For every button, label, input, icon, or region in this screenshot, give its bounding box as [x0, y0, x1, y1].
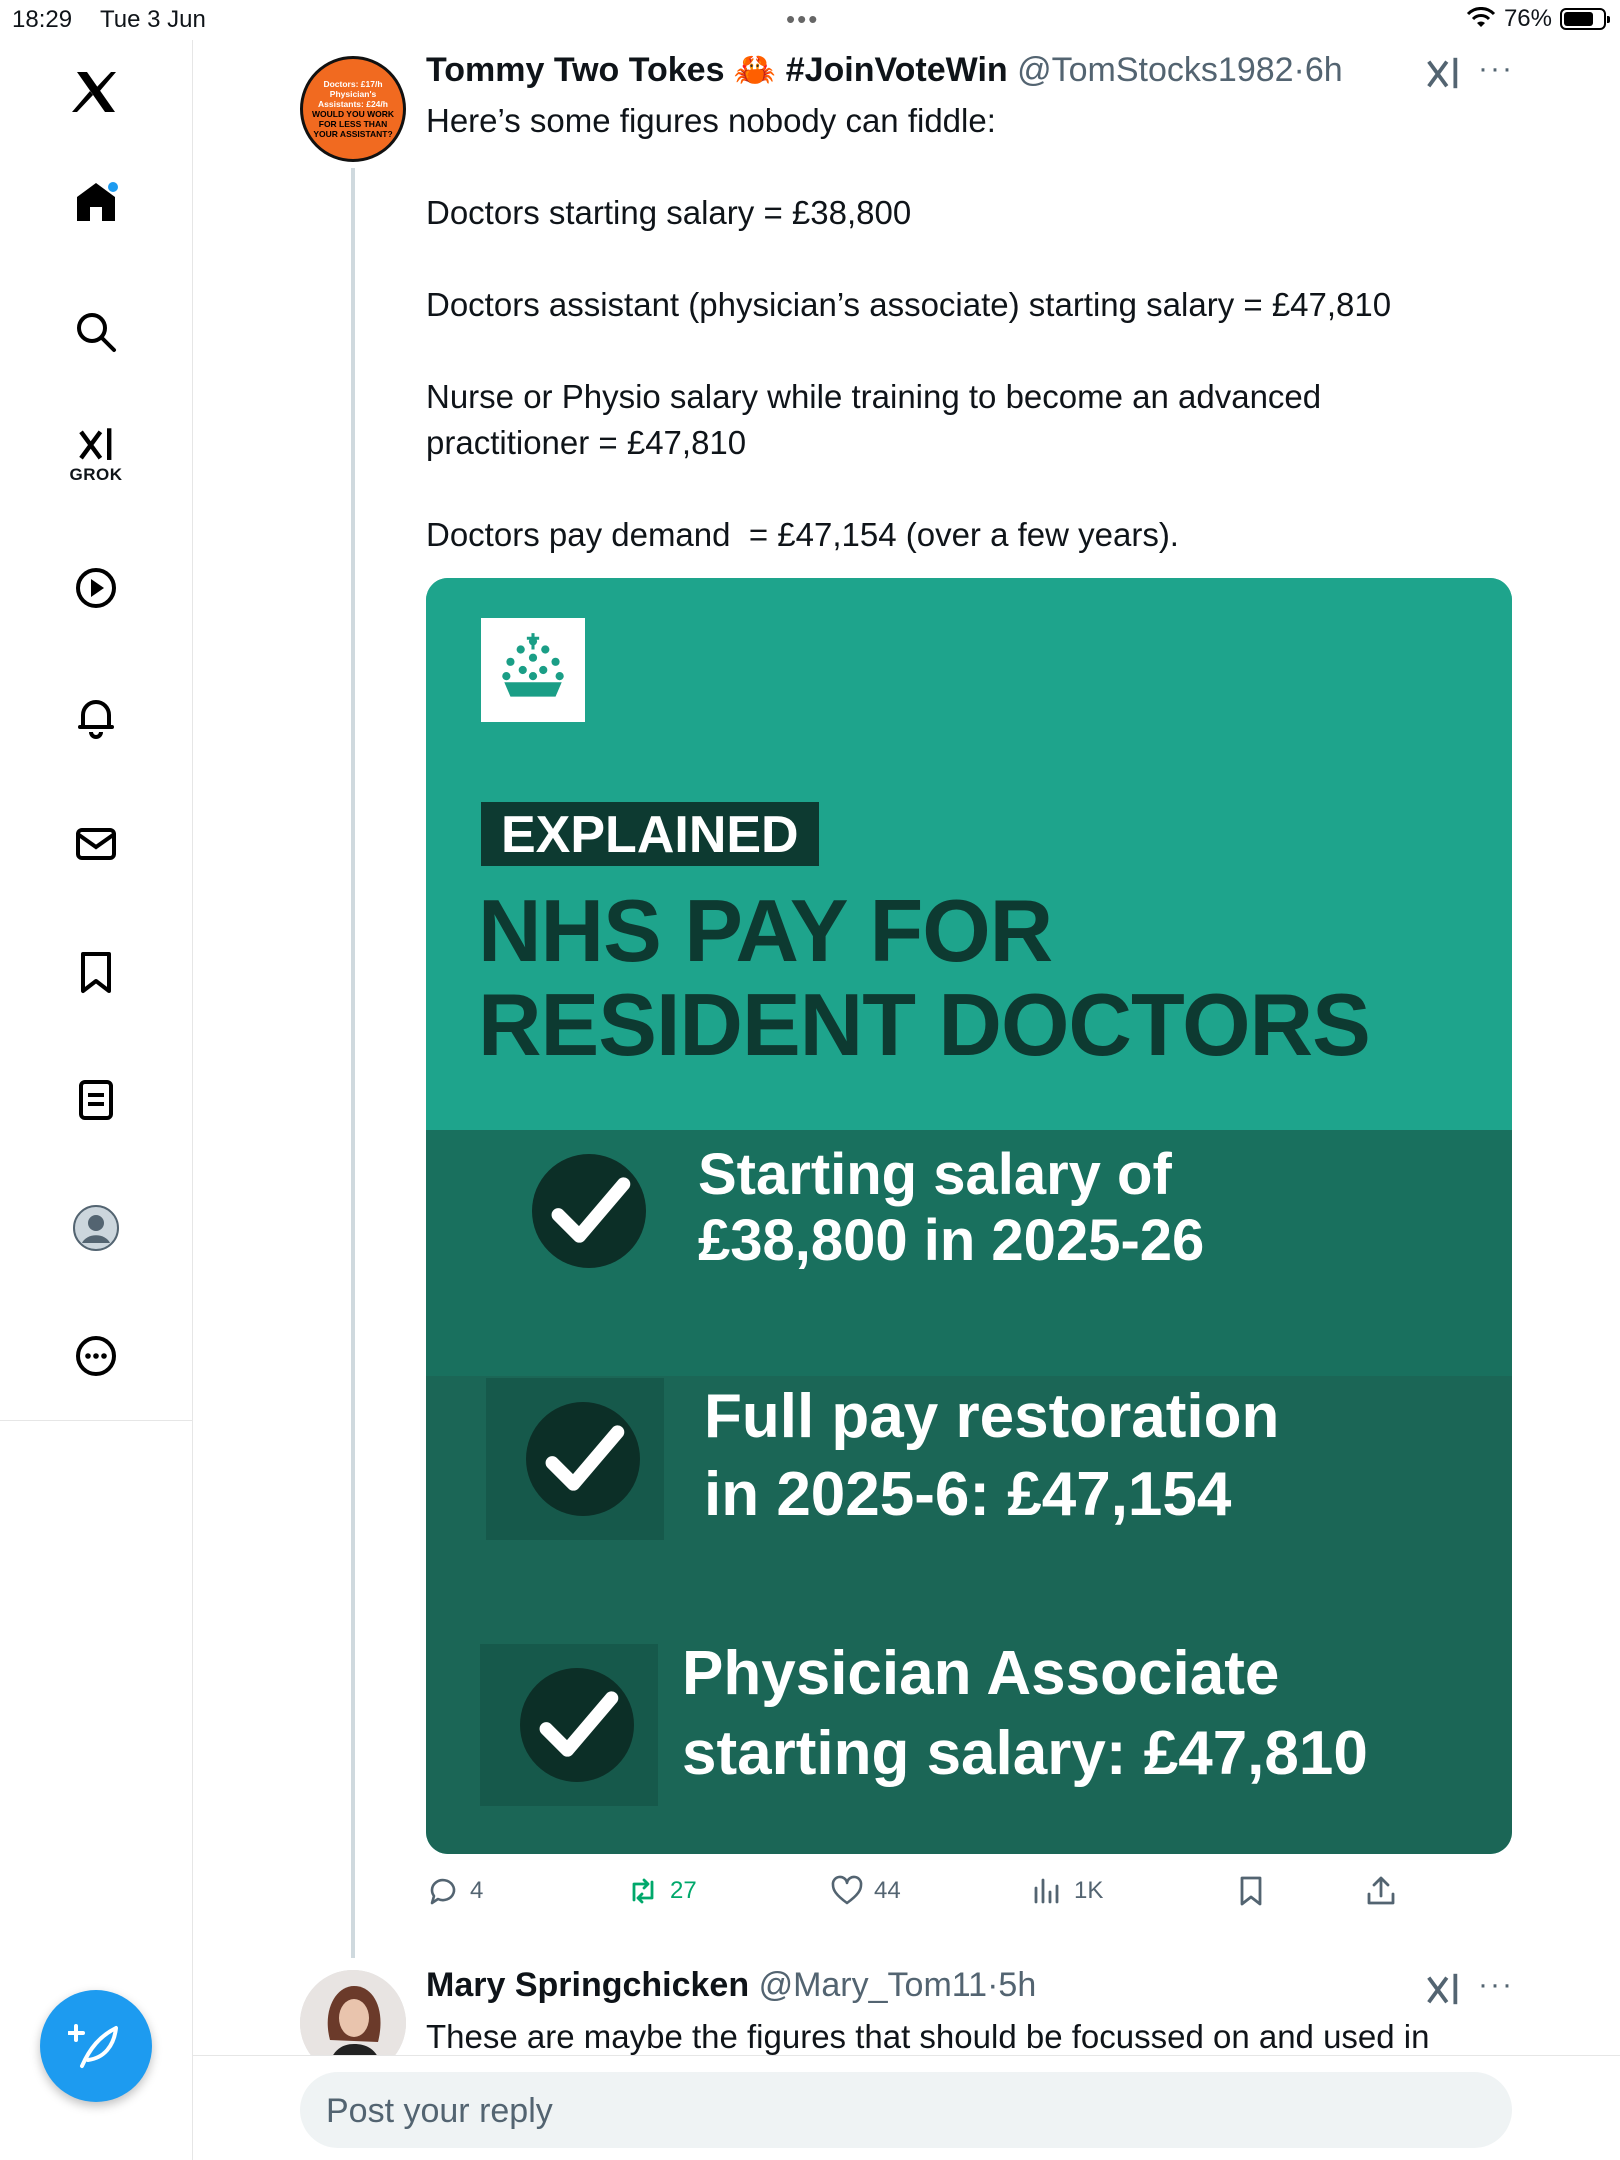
grok-icon: [72, 423, 120, 467]
repost-count: 27: [670, 1877, 697, 1904]
point-1-line-2: £38,800 in 2025-26: [698, 1208, 1205, 1273]
mail-icon: [71, 819, 121, 869]
repost-icon: [626, 1874, 660, 1908]
share-icon: [1364, 1874, 1398, 1908]
like-count: 44: [874, 1877, 901, 1904]
point-1-text: [698, 1142, 1204, 1274]
bookmark-icon: [71, 947, 121, 997]
bar-chart-icon: [1030, 1874, 1064, 1908]
point-2-line-2: in 2025-6: £47,154: [704, 1460, 1232, 1529]
bookmark-button[interactable]: [1234, 1874, 1268, 1908]
author-avatar[interactable]: [300, 56, 406, 162]
sidebar-item-bookmarks[interactable]: [54, 930, 138, 1014]
sidebar-item-notifications[interactable]: [54, 674, 138, 758]
bookmark-icon: [1234, 1874, 1268, 1908]
reply-divider: [193, 2055, 1620, 2056]
battery-percent: 76%: [1503, 5, 1552, 32]
check-icon: [526, 1402, 640, 1516]
check-icon: [532, 1154, 646, 1268]
check-icon: [520, 1668, 634, 1782]
status-time: 18:29: [12, 6, 73, 33]
play-icon: [71, 563, 121, 613]
avatar-text: Assistants: £24/h: [318, 99, 388, 109]
timestamp[interactable]: 6h: [1304, 51, 1343, 89]
multitask-dots-icon[interactable]: •••: [786, 4, 820, 34]
tweet-text: Here’s some figures nobody can fiddle: Doctors starting salary = £38,800 Doctors assistant (physician’s associate) starting salary = £47,810 Nurse or Physio salary while training to become an advanced practitioner = £47,810 Doctors pay demand = £47,154 (over a few years).: [426, 102, 1392, 553]
thread-line: [351, 168, 355, 1958]
timestamp[interactable]: 5h: [998, 1966, 1037, 2004]
sidebar-divider: [0, 1420, 192, 1421]
like-button[interactable]: [830, 1874, 901, 1908]
sidebar-item-search[interactable]: [54, 290, 138, 374]
more-options-icon[interactable]: ···: [1478, 52, 1514, 85]
headline-line-2: RESIDENT DOCTORS: [478, 975, 1370, 1074]
x-logo-icon[interactable]: [54, 50, 138, 134]
reply-count: 4: [470, 1877, 484, 1904]
headline-line-1: NHS PAY FOR: [478, 881, 1053, 980]
grok-label: GROK: [69, 465, 123, 484]
sidebar-item-lists[interactable]: [54, 1058, 138, 1142]
tweet-header: Tommy Two Tokes 🦀 #JoinVoteWin @TomStocks1982·6h: [426, 51, 1343, 89]
sidebar-item-more[interactable]: [54, 1314, 138, 1398]
avatar-text: FOR LESS THAN: [318, 119, 388, 129]
reply-input[interactable]: [300, 2072, 1512, 2148]
point-2-line-1: Full pay restoration: [704, 1382, 1280, 1451]
reply-placeholder: Post your reply: [326, 2092, 553, 2130]
avatar-text: Physician's: [329, 89, 377, 99]
view-count: 1K: [1074, 1877, 1104, 1904]
more-circle-icon: [71, 1331, 121, 1381]
status-date: Tue 3 Jun: [100, 6, 206, 33]
sidebar-item-video[interactable]: [54, 546, 138, 630]
sidebar: [0, 40, 193, 2160]
status-right: [1466, 5, 1606, 33]
handle[interactable]: @TomStocks1982: [1017, 51, 1294, 89]
feather-plus-icon: [68, 2018, 124, 2074]
reply-tweet-text: These are maybe the figures that should be focussed on and used in: [426, 2018, 1430, 2055]
more-options-icon[interactable]: ···: [1478, 1968, 1514, 2001]
display-name[interactable]: Tommy Two Tokes 🦀 #JoinVoteWin: [426, 51, 1008, 89]
views-button[interactable]: [1030, 1874, 1103, 1908]
sidebar-item-grok[interactable]: [54, 412, 138, 496]
grok-explain-icon[interactable]: [1424, 1970, 1462, 2008]
list-icon: [71, 1075, 121, 1125]
bell-icon: [71, 691, 121, 741]
reply-header: Mary Springchicken @Mary_Tom11·5h: [426, 1966, 1037, 2004]
sidebar-item-home[interactable]: [54, 160, 138, 244]
share-button[interactable]: [1364, 1874, 1398, 1908]
battery-icon: [1560, 8, 1606, 30]
point-3-line-1: Physician Associate: [682, 1639, 1280, 1708]
handle[interactable]: @Mary_Tom11: [758, 1966, 988, 2004]
crown-crest-icon: [481, 618, 585, 722]
tweet-media-image[interactable]: [426, 578, 1512, 1854]
status-bar: [0, 0, 1620, 40]
point-3-line-2: starting salary: £47,810: [682, 1719, 1368, 1788]
reply-button[interactable]: [426, 1874, 483, 1908]
compose-post-button[interactable]: [40, 1990, 152, 2102]
point-1-line-1: Starting salary of: [698, 1142, 1172, 1207]
heart-icon: [830, 1874, 864, 1908]
repost-button[interactable]: [626, 1874, 697, 1908]
wifi-icon: [1466, 7, 1496, 31]
avatar-text: YOUR ASSISTANT?: [313, 129, 393, 139]
display-name[interactable]: Mary Springchicken: [426, 1966, 750, 2004]
avatar-text: Doctors: £17/h: [323, 79, 383, 89]
explained-tag: EXPLAINED: [481, 802, 819, 866]
home-icon: [71, 177, 121, 227]
point-2-text: [704, 1378, 1279, 1534]
profile-avatar-icon: [71, 1203, 121, 1253]
search-icon: [71, 307, 121, 357]
avatar-text: WOULD YOU WORK: [311, 109, 394, 119]
reply-icon: [426, 1874, 460, 1908]
media-headline: [478, 881, 1370, 1074]
sidebar-item-messages[interactable]: [54, 802, 138, 886]
sidebar-item-profile[interactable]: [54, 1186, 138, 1270]
grok-explain-icon[interactable]: [1424, 54, 1462, 92]
point-3-text: [682, 1634, 1368, 1794]
